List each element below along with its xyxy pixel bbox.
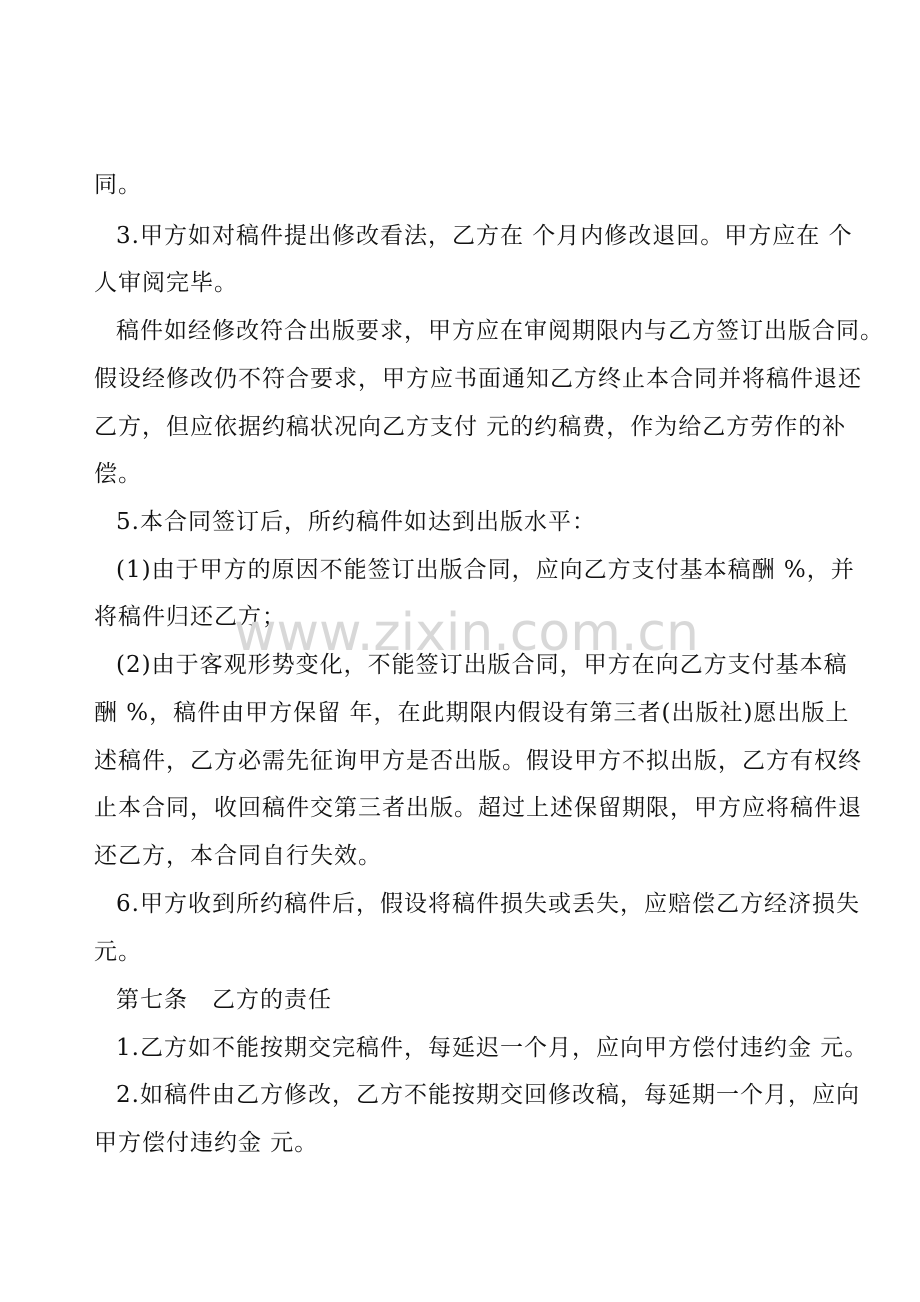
text-line: 元。 [94, 939, 142, 965]
text-line: (1)由于甲方的原因不能签订出版合同，应向乙方支付基本稿酬 %，并 [116, 557, 855, 583]
text-line: 1.乙方如不能按期交完稿件，每延迟一个月，应向甲方偿付违约金 元。 [116, 1035, 869, 1061]
text-line: (2)由于客观形势变化，不能签订出版合同，甲方在向乙方支付基本稿 [116, 652, 848, 678]
text-line: 假设经修改仍不符合要求，甲方应书面通知乙方终止本合同并将稿件退还 [94, 366, 862, 392]
text-line: 人审阅完毕。 [94, 270, 238, 296]
text-line: 稿件如经修改符合出版要求，甲方应在审阅期限内与乙方签订出版合同。 [116, 318, 884, 344]
text-line: 甲方偿付违约金 元。 [94, 1130, 319, 1156]
watermark: www.zixin.com.cn [234, 603, 699, 663]
text-line: 述稿件，乙方必需先征询甲方是否出版。假设甲方不拟出版，乙方有权终 [94, 748, 862, 774]
text-line: 5.本合同签订后，所约稿件如达到出版水平： [116, 509, 596, 535]
text-line: 偿。 [94, 461, 142, 487]
text-line: 6.甲方收到所约稿件后，假设将稿件损失或丢失，应赔偿乙方经济损失 [116, 891, 860, 917]
text-line: 乙方，但应依据约稿状况向乙方支付 元的约稿费，作为给乙方劳作的补 [94, 414, 847, 440]
text-line: 将稿件归还乙方； [94, 604, 286, 630]
text-line: 酬 %，稿件由甲方保留 年，在此期限内假设有第三者(出版社)愿出版上 [94, 700, 850, 726]
text-line: 同。 [94, 172, 142, 198]
text-line: 2.如稿件由乙方修改，乙方不能按期交回修改稿，每延期一个月，应向 [116, 1082, 860, 1108]
text-line: 止本合同，收回稿件交第三者出版。超过上述保留期限，甲方应将稿件退 [94, 795, 862, 821]
text-line: 还乙方，本合同自行失效。 [94, 843, 382, 869]
section-heading: 第七条 乙方的责任 [116, 987, 332, 1013]
text-line: 3.甲方如对稿件提出修改看法，乙方在 个月内修改退回。甲方应在 个 [116, 223, 853, 249]
